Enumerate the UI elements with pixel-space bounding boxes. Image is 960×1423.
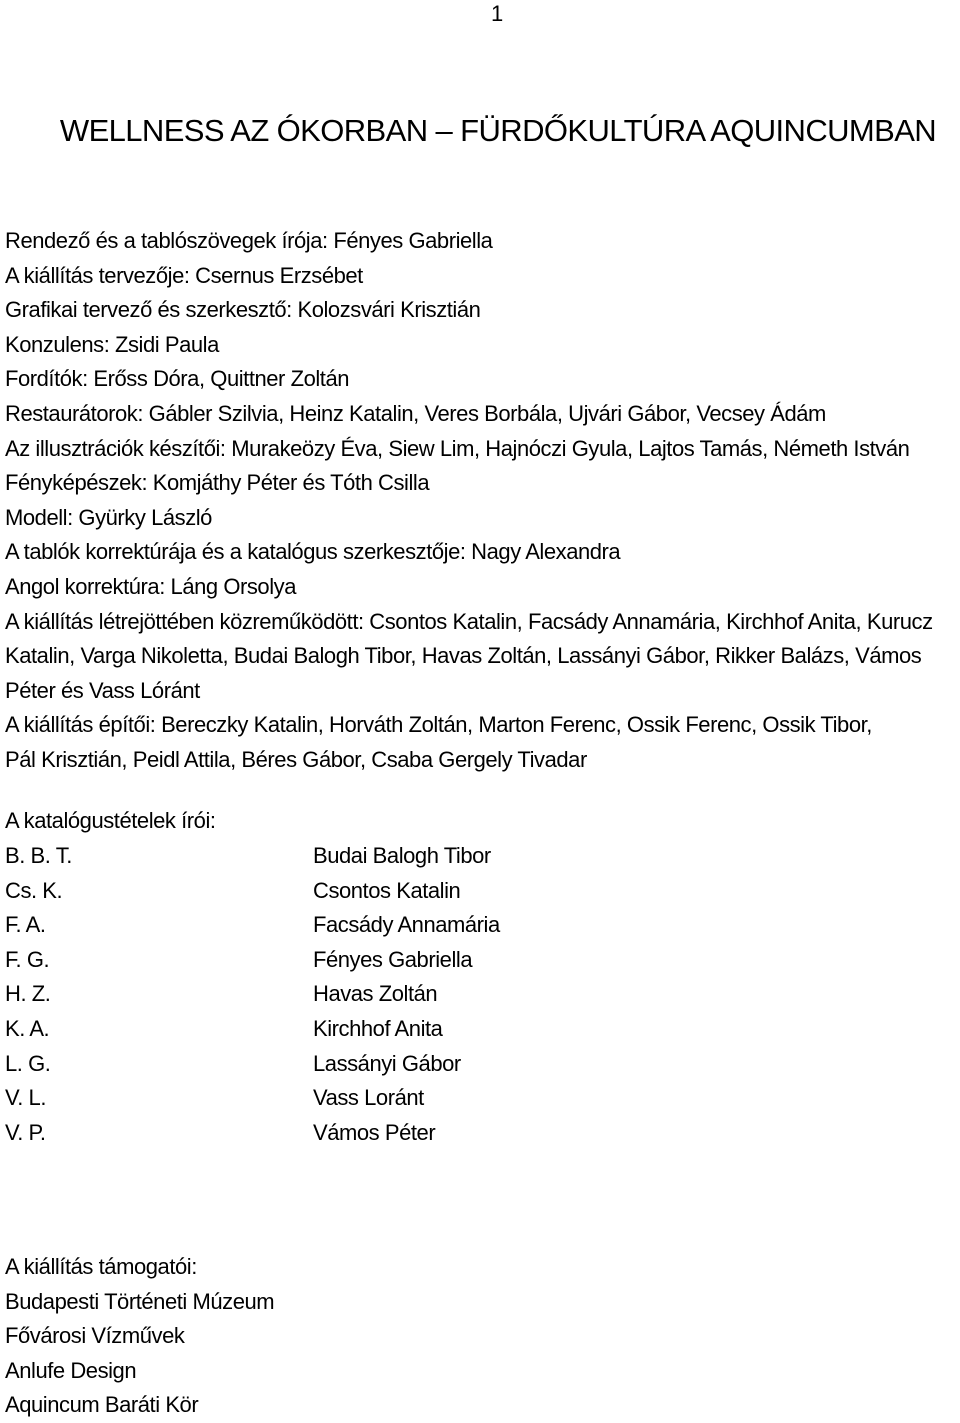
credit-line: A kiállítás tervezője: Csernus Erzsébet (5, 262, 363, 288)
author-abbreviation: F. A. (5, 912, 46, 938)
author-abbreviation: L. G. (5, 1050, 51, 1076)
credit-line: Modell: Gyürky László (5, 504, 212, 530)
supporter-item: Fővárosi Vízművek (5, 1323, 185, 1349)
author-name: Vámos Péter (313, 1119, 436, 1145)
author-abbreviation: K. A. (5, 1015, 50, 1041)
credit-line: Péter és Vass Lóránt (5, 677, 200, 703)
author-name: Csontos Katalin (313, 877, 461, 903)
credit-line: Az illusztrációk készítői: Murakeözy Éva, Siew Lim, Hajnóczi Gyula, Lajtos Tamás, Németh István (5, 435, 910, 461)
credit-line: Grafikai tervező és szerkesztő: Kolozsvári Krisztián (5, 297, 481, 323)
author-row (5, 1116, 500, 1151)
author-row (5, 839, 500, 874)
credit-line: Pál Krisztián, Peidl Attila, Béres Gábor, Csaba Gergely Tivadar (5, 746, 587, 772)
author-name: Lassányi Gábor (313, 1050, 461, 1076)
supporters-section (5, 1250, 274, 1423)
credit-line: Angol korrektúra: Láng Orsolya (5, 573, 296, 599)
authors-heading: A katalógustételek írói: (5, 808, 216, 833)
author-name: Kirchhof Anita (313, 1015, 443, 1041)
credits-section (5, 224, 957, 778)
author-abbreviation: B. B. T. (5, 843, 72, 868)
credit-line: A tablók korrektúrája és a katalógus szerkesztője: Nagy Alexandra (5, 539, 621, 565)
supporter-item: Budapesti Történeti Múzeum (5, 1288, 275, 1314)
credit-line: Rendező és a tablószövegek írója: Fényes Gabriella (5, 228, 493, 253)
credit-line: A kiállítás létrejöttében közreműködött: Csontos Katalin, Facsády Annamária, Kirchhof Anita, Kurucz (5, 608, 933, 634)
credit-line: Fényképészek: Komjáthy Péter és Tóth Csilla (5, 470, 430, 496)
author-row (5, 908, 500, 943)
authors-list (5, 839, 500, 1150)
author-row (5, 977, 500, 1012)
author-abbreviation: V. P. (5, 1119, 46, 1145)
author-name: Fényes Gabriella (313, 946, 473, 972)
author-abbreviation: Cs. K. (5, 877, 63, 903)
author-row (5, 1047, 500, 1082)
credit-line: Konzulens: Zsidi Paula (5, 331, 219, 357)
author-row (5, 1081, 500, 1116)
supporter-item: Aquincum Baráti Kör (5, 1392, 199, 1418)
credit-line: A kiállítás építői: Bereczky Katalin, Horváth Zoltán, Marton Ferenc, Ossik Ferenc, Ossik Tibor, (5, 712, 872, 738)
author-row (5, 874, 500, 909)
credit-line: Restaurátorok: Gábler Szilvia, Heinz Katalin, Veres Borbála, Ujvári Gábor, Vecsey Ádám (5, 400, 826, 426)
author-row (5, 1012, 500, 1047)
author-abbreviation: H. Z. (5, 981, 51, 1007)
supporters-heading: A kiállítás támogatói: (5, 1254, 197, 1279)
author-name: Budai Balogh Tibor (313, 843, 491, 868)
author-name: Vass Loránt (313, 1085, 424, 1111)
page-number: 1 (491, 1, 504, 26)
page-title: WELLNESS AZ ÓKORBAN – FÜRDŐKULTÚRA AQUINCUMBAN (59, 113, 937, 148)
supporter-item: Anlufe Design (5, 1357, 137, 1383)
author-name: Havas Zoltán (313, 981, 438, 1007)
credit-line: Fordítók: Erőss Dóra, Quittner Zoltán (5, 366, 350, 392)
author-abbreviation: F. G. (5, 946, 50, 972)
author-abbreviation: V. L. (5, 1085, 46, 1111)
credit-line: Katalin, Varga Nikoletta, Budai Balogh Tibor, Havas Zoltán, Lassányi Gábor, Rikker Balázs, Vámos (5, 643, 922, 669)
author-row (5, 943, 500, 978)
author-name: Facsády Annamária (313, 912, 500, 938)
